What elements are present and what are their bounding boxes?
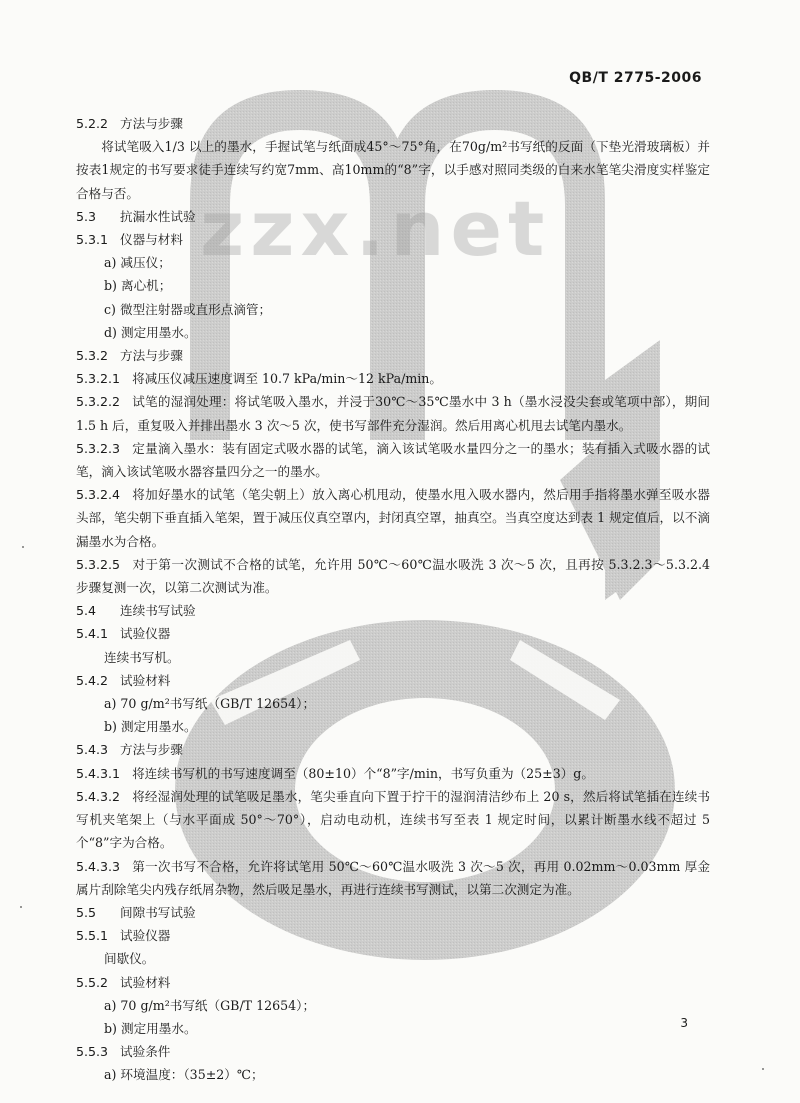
indented-text: 连续书写机。: [104, 649, 180, 665]
document-body: [76, 112, 710, 1087]
clause-paragraph: [76, 553, 710, 599]
section-title: 试验仪器: [120, 928, 171, 944]
list-item: d) 测定用墨水。: [104, 324, 197, 340]
clause-text: 定量滴入墨水：装有固定式吸水器的试笔，滴入该试笔吸水量四分之一的墨水；装有插入式吸水器的试笔，滴入该试笔吸水器容量四分之一的墨水。: [76, 440, 710, 480]
section-title: 试验条件: [120, 1044, 171, 1060]
section-number: 5.3: [76, 208, 97, 224]
section-number: 5.3.1: [76, 232, 109, 248]
section-title: 连续书写试验: [120, 603, 196, 619]
section-number: 5.2.2: [76, 116, 109, 131]
list-item: a) 70 g/m²书写纸（GB/T 12654）；: [104, 997, 316, 1013]
clause-number: 5.4.3.1: [76, 765, 121, 781]
clause-text: 第一次书写不合格，允许将试笔用 50℃～60℃温水吸洗 3 次～5 次，再用 0.02mm～0.03mm 厚金属片刮除笔尖内残存纸屑杂物，然后吸足墨水，再进行连续书写测试，以第二次测定为准。: [76, 858, 710, 897]
clause-paragraph: [76, 762, 710, 785]
section-heading: [76, 205, 710, 228]
section-title: 试验材料: [120, 672, 171, 688]
indented-text: 间歇仪。: [104, 951, 155, 967]
list-item: b) 测定用墨水。: [104, 719, 197, 735]
clause-text: 对于第一次测试不合格的试笔，允许用 50℃～60℃温水吸洗 3 次～5 次，且再按 5.3.2.3～5.3.2.4 步骤复测一次，以第二次测试为准。: [76, 556, 710, 596]
section-title: 间隙书写试验: [120, 904, 196, 920]
section-number: 5.4.1: [76, 626, 109, 642]
section-number: 5.3.2: [76, 348, 109, 364]
list-item: b) 离心机；: [104, 278, 172, 294]
body-paragraph: 将试笔吸入1/3 以上的墨水，手握试笔与纸面成45°～75°角，在70g/m²书写纸的反面（下垫光滑玻璃板）并按表1规定的书写要求徒手连续写约宽7mm、高10mm的“8”字，以手感对照同类级的白来水笔笔尖滑度实样鉴定合格与否。: [76, 139, 710, 201]
section-number: 5.5.2: [76, 974, 109, 990]
list-item: a) 环境温度：（35±2）℃；: [104, 1067, 264, 1083]
clause-number: 5.3.2.1: [76, 371, 121, 387]
section-title: 方法与步骤: [120, 742, 183, 758]
section-heading: [76, 228, 710, 251]
list-item: a) 70 g/m²书写纸（GB/T 12654）；: [104, 696, 316, 712]
clause-paragraph: [76, 390, 710, 436]
list-item: b) 测定用墨水。: [104, 1020, 197, 1036]
section-heading: [76, 669, 710, 692]
section-title: 抗漏水性试验: [120, 208, 196, 224]
page-number: 3: [680, 1016, 688, 1030]
clause-number: 5.3.2.2: [76, 394, 121, 410]
list-item: a) 减压仪；: [104, 255, 171, 271]
clause-number: 5.3.2.4: [76, 487, 121, 503]
section-heading: [76, 622, 710, 645]
section-title: 试验材料: [120, 974, 171, 990]
section-heading: [76, 971, 710, 994]
section-heading: [76, 344, 710, 367]
watermark-text: zzx.net: [200, 184, 551, 273]
section-number: 5.5.3: [76, 1044, 109, 1060]
section-number: 5.4.3: [76, 742, 109, 758]
clause-text: 将加好墨水的试笔（笔尖朝上）放入离心机甩动，使墨水甩入吸水器内，然后用手指将墨水弹至吸水器头部，笔尖朝下垂直插入笔架，置于减压仪真空罩内，封闭真空罩，抽真空。当真空度达到表 1 规定值后，以不滴漏墨水为合格。: [76, 487, 710, 549]
clause-text: 将经湿润处理的试笔吸足墨水，笔尖垂直向下置于拧干的湿润清洁纱布上 20 s，然后将试笔插在连续书写机夹笔架上（与水平面成 50°～70°），启动电动机，连续书写至表 1 规定时间，以累计断墨水线不超过 5 个“8”字为合格。: [76, 788, 710, 851]
section-title: 试验仪器: [120, 626, 171, 642]
clause-paragraph: [76, 785, 710, 855]
section-number: 5.4.2: [76, 672, 109, 688]
standard-code: QB/T 2775-2006: [569, 70, 702, 86]
section-heading: [76, 599, 710, 622]
section-title: 方法与步骤: [120, 116, 183, 131]
clause-text: 试笔的湿润处理：将试笔吸入墨水，并浸于30℃～35℃墨水中 3 h（墨水浸没尖套或笔项中部），期间 1.5 h 后，重复吸入并排出墨水 3 次～5 次，使书写部件充分湿润。然后用离心机甩去试笔内墨水。: [76, 394, 710, 433]
section-number: 5.5.1: [76, 928, 109, 944]
section-heading: [76, 112, 710, 135]
section-number: 5.5: [76, 904, 97, 920]
clause-number: 5.3.2.5: [76, 556, 121, 572]
clause-paragraph: [76, 367, 710, 390]
clause-number: 5.3.2.3: [76, 440, 121, 456]
clause-text: 将连续书写机的书写速度调至（80±10）个“8”字/min，书写负重为（25±3）g。: [132, 765, 594, 781]
section-heading: [76, 924, 710, 947]
scan-speck: [20, 906, 22, 908]
clause-paragraph: [76, 437, 710, 483]
clause-paragraph: [76, 855, 710, 901]
section-title: 方法与步骤: [120, 348, 183, 364]
clause-number: 5.4.3.2: [76, 788, 121, 804]
section-heading: [76, 738, 710, 761]
scan-speck: [762, 1068, 764, 1070]
section-heading: [76, 1040, 710, 1063]
clause-paragraph: [76, 483, 710, 553]
section-number: 5.4: [76, 603, 97, 619]
list-item: c) 微型注射器或直形点滴管；: [104, 301, 272, 317]
clause-number: 5.4.3.3: [76, 858, 121, 874]
scan-speck: [22, 546, 24, 548]
section-title: 仪器与材料: [120, 232, 183, 248]
section-heading: [76, 901, 710, 924]
clause-text: 将减压仪减压速度调至 10.7 kPa/min～12 kPa/min。: [132, 371, 443, 387]
